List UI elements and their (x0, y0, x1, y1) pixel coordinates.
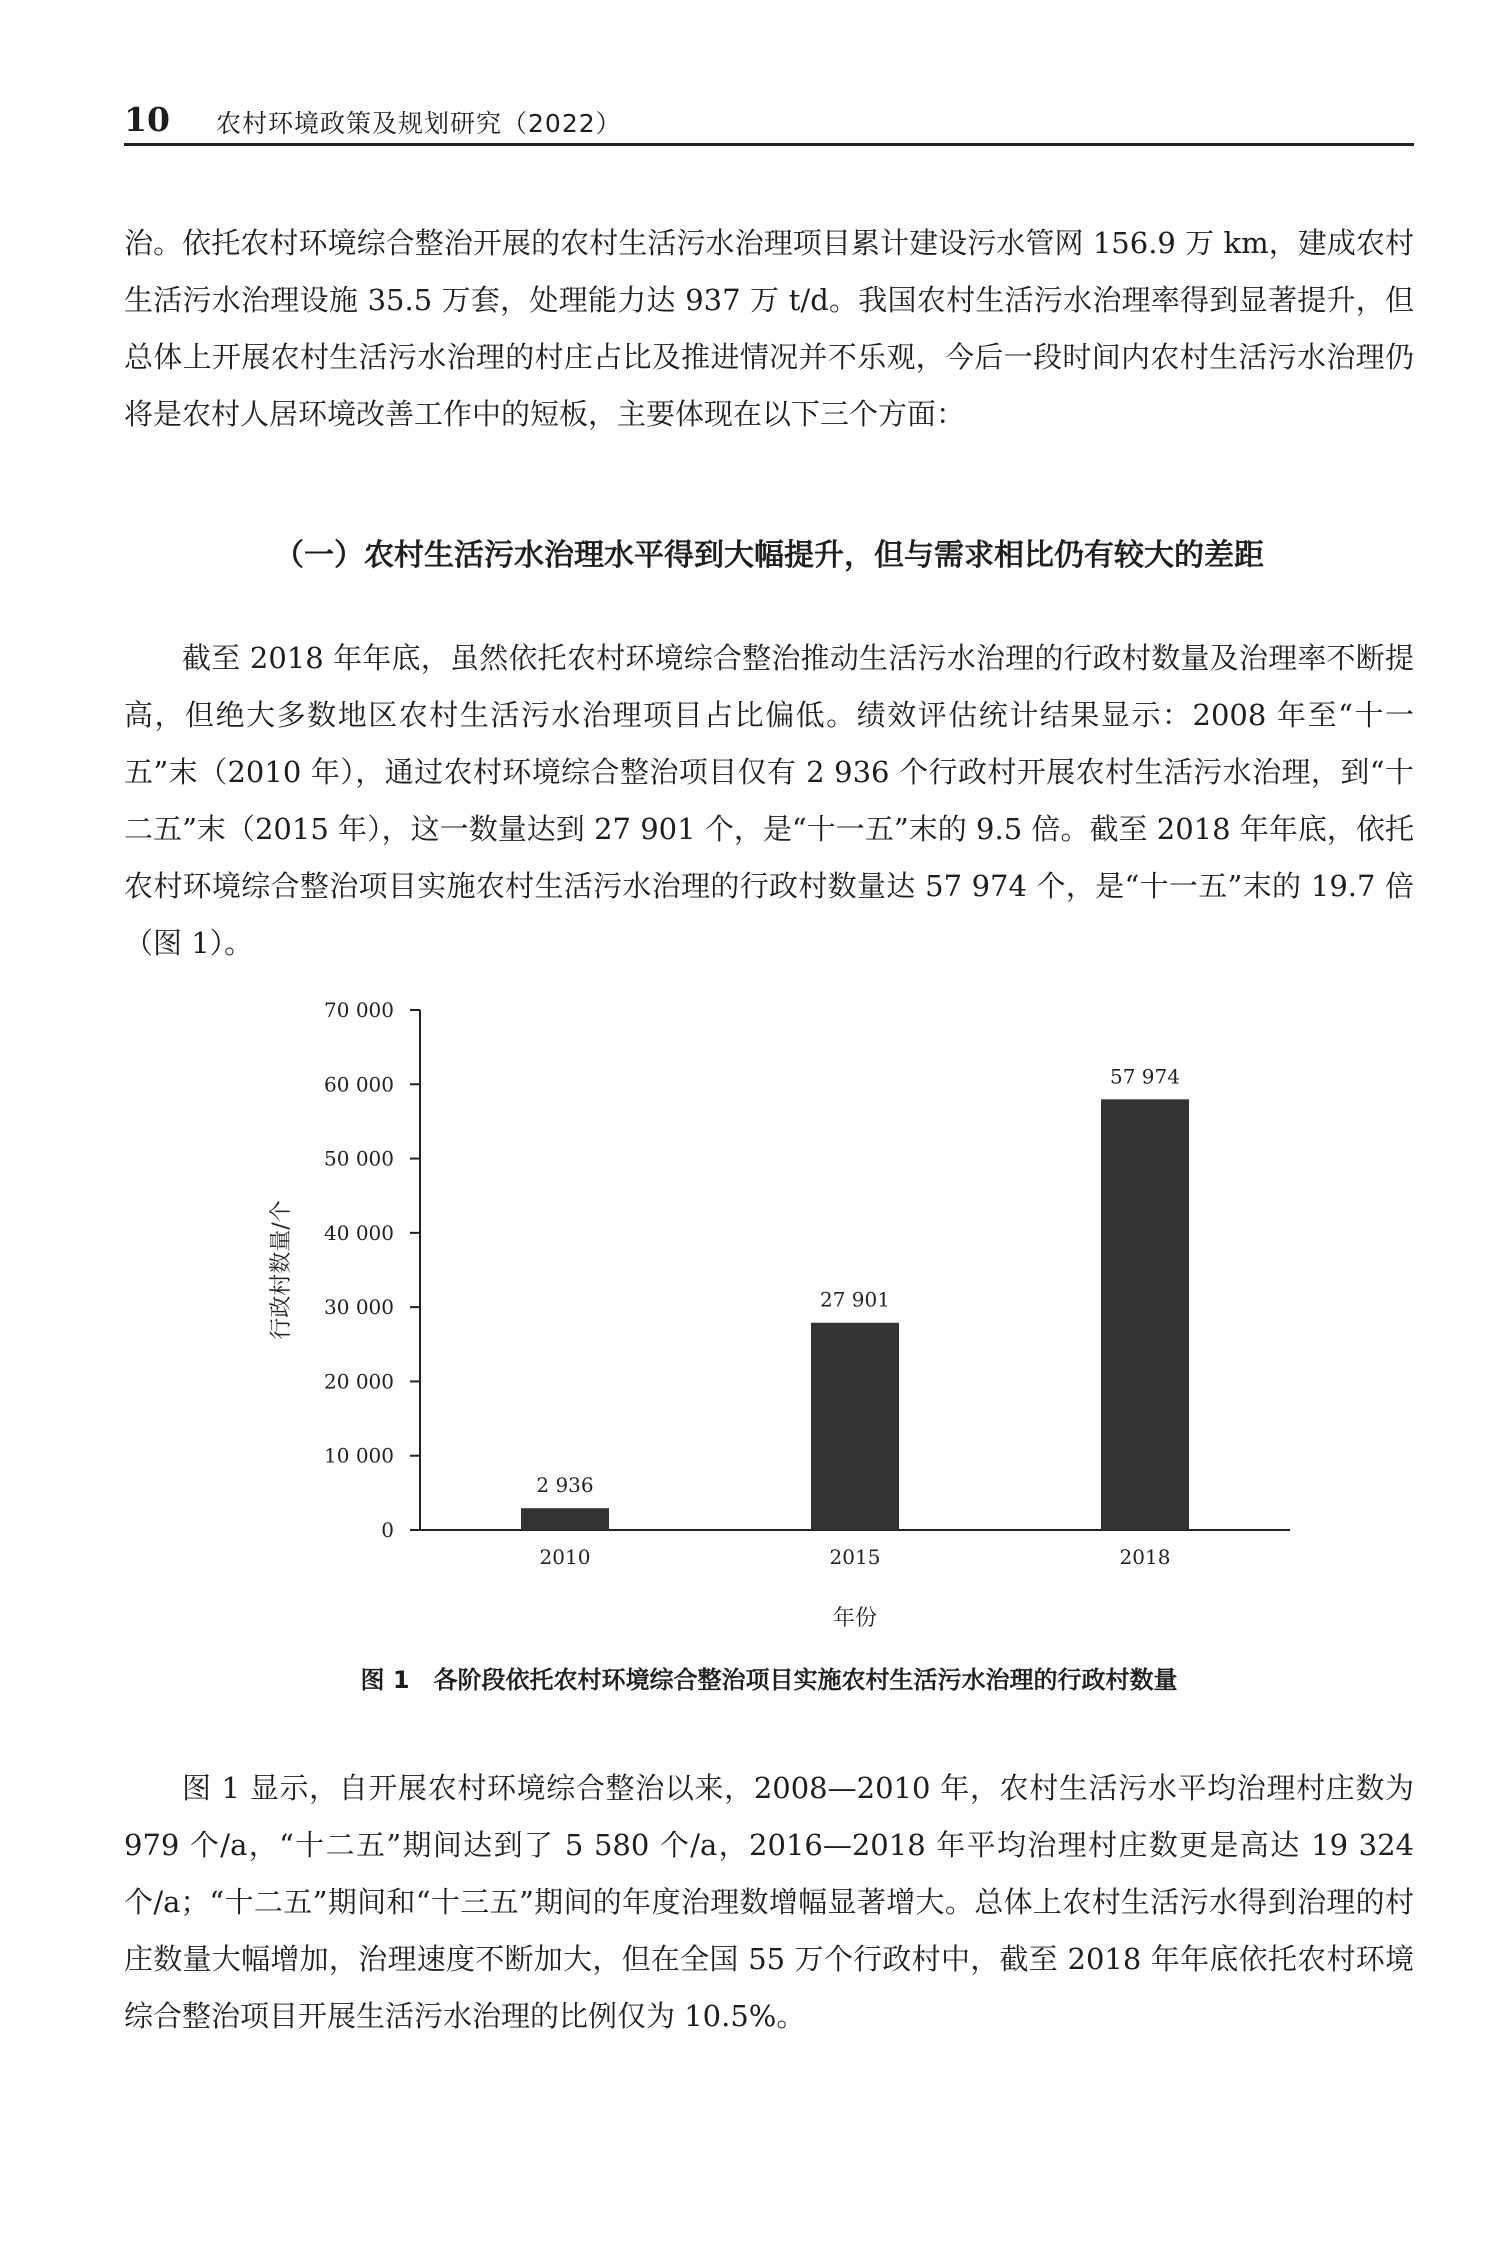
header-rule (124, 143, 1414, 146)
paragraph-2: 截至 2018 年年底，虽然依托农村环境综合整治推动生活污水治理的行政村数量及治理率不断提高，但绝大多数地区农村生活污水治理项目占比偏低。绩效评估统计结果显示：2008 年至“十一五”末（2010 年），通过农村环境综合整治项目仅有 2 936 个行政村开展农村生活污水治理，到“十二五”末（2015 年），这一数量达到 27 901 个，是“十一五”末的 9.5 倍。截至 2018 年年底，依托农村环境综合整治项目实施农村生活污水治理的行政村数量达 57 974 个，是“十一五”末的 19.7 倍（图 1）。 (124, 641, 1414, 960)
x-axis-title: 年份 (832, 1606, 878, 1630)
section-heading: （一）农村生活污水治理水平得到大幅提升，但与需求相比仍有较大的差距 (274, 538, 1264, 573)
y-axis-title: 行政村数量/个 (269, 1200, 294, 1340)
bar-value-label: 27 901 (820, 1287, 890, 1312)
y-tick-label: 0 (381, 1518, 394, 1542)
bar-chart (240, 990, 1300, 1630)
y-tick-label: 20 000 (324, 1369, 394, 1394)
page-number: 10 (124, 100, 170, 139)
bar (521, 1508, 609, 1530)
y-tick-label: 30 000 (324, 1295, 394, 1320)
bar (1101, 1099, 1189, 1530)
bar-value-label: 2 936 (536, 1473, 594, 1498)
x-tick-label: 2018 (1119, 1545, 1171, 1569)
y-tick-label: 50 000 (324, 1146, 394, 1171)
running-title: 农村环境政策及规划研究（2022） (216, 109, 622, 138)
y-tick-label: 60 000 (324, 1072, 394, 1097)
figure-caption: 图 1 各阶段依托农村环境综合整治项目实施农村生活污水治理的行政村数量 (360, 1666, 1178, 1694)
y-tick-label: 10 000 (324, 1443, 394, 1468)
paragraph-1: 治。依托农村环境综合整治开展的农村生活污水治理项目累计建设污水管网 156.9 万 km，建成农村生活污水治理设施 35.5 万套，处理能力达 937 万 t/d。我国农村生活污水治理率得到显著提升，但总体上开展农村生活污水治理的村庄占比及推进情况并不乐观，今后一段时间内农村生活污水治理仍将是农村人居环境改善工作中的短板，主要体现在以下三个方面： (124, 226, 1414, 431)
y-tick-label: 70 000 (324, 998, 394, 1022)
bar (811, 1323, 899, 1530)
bar-value-label: 57 974 (1110, 1064, 1180, 1089)
paragraph-3: 图 1 显示，自开展农村环境综合整治以来，2008—2010 年，农村生活污水平均治理村庄数为 979 个/a，“十二五”期间达到了 5 580 个/a，2016—2018 年平均治理村庄数更是高达 19 324 个/a；“十二五”期间和“十三五”期间的年度治理数增幅显著增大。总体上农村生活污水得到治理的村庄数量大幅增加，治理速度不断加大，但在全国 55 万个行政村中，截至 2018 年年底依托农村环境综合整治项目开展生活污水治理的比例仅为 10.5%。 (124, 1771, 1414, 2033)
running-header (124, 96, 1414, 146)
x-tick-label: 2015 (829, 1545, 881, 1569)
y-tick-label: 40 000 (324, 1220, 394, 1245)
x-tick-label: 2010 (539, 1545, 591, 1569)
